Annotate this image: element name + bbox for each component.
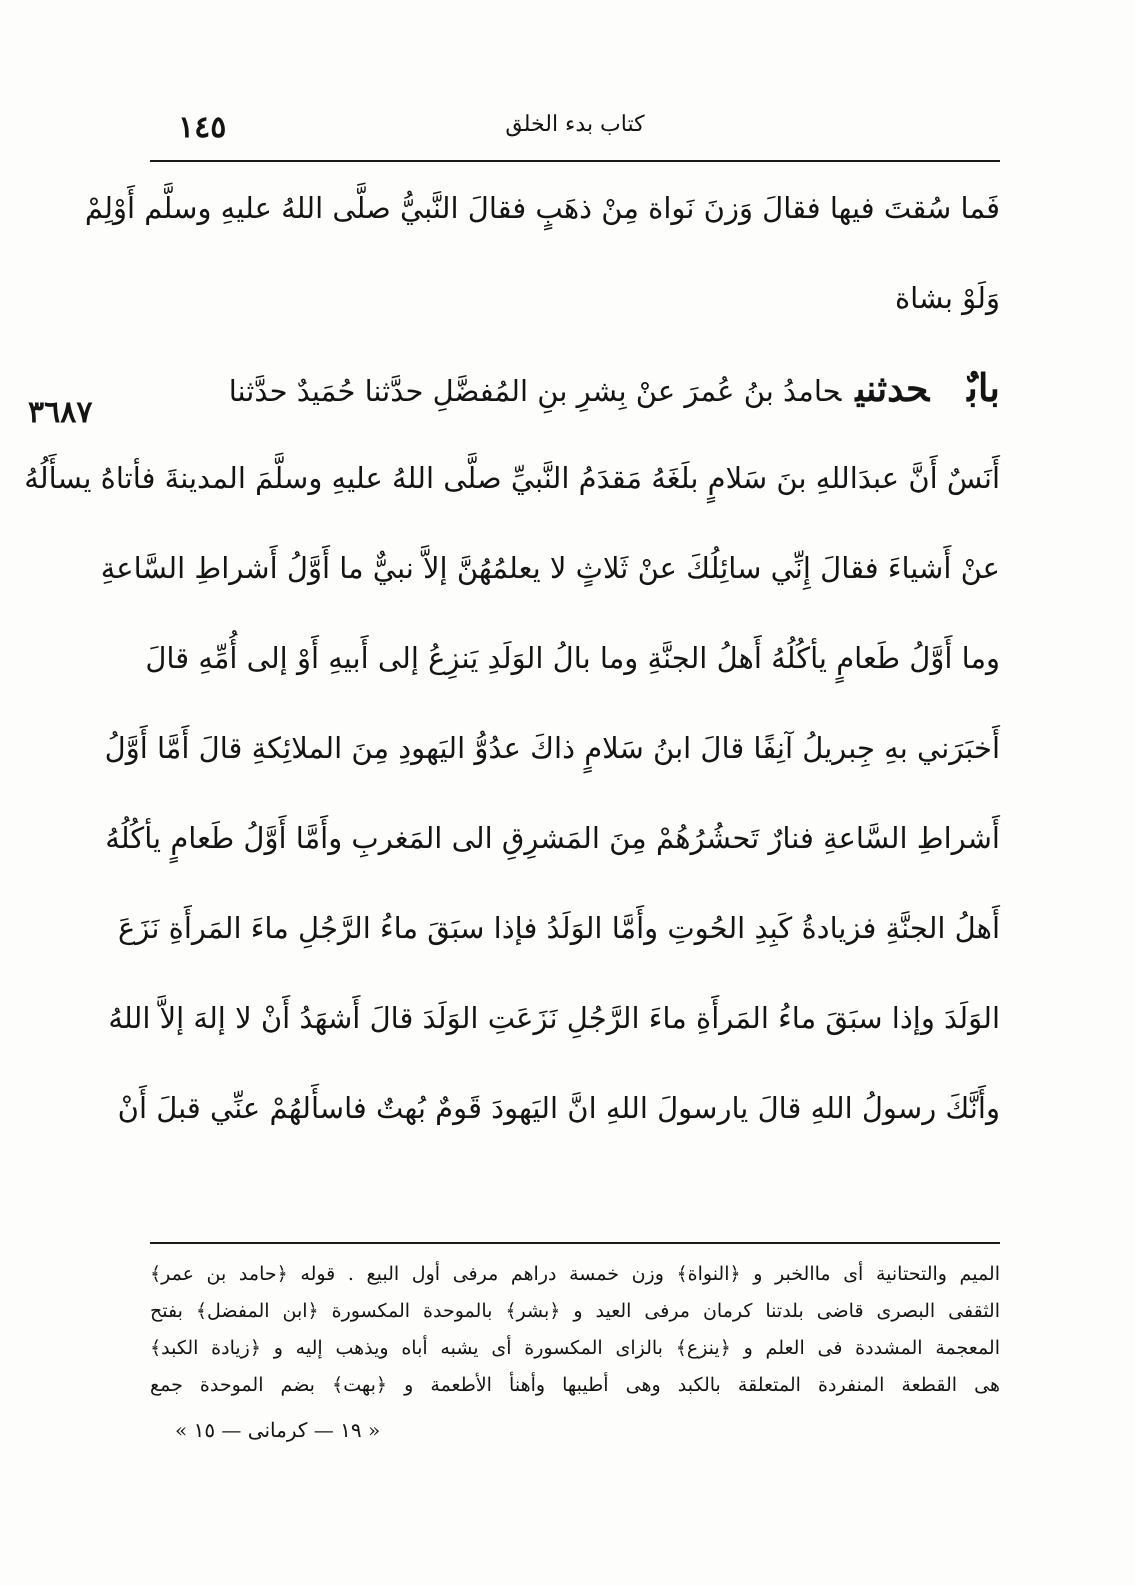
hadith-line: عنْ أَشياءَ فقالَ إِنِّي سائِلُكَ عنْ ثَلاثٍ لا يعلمُهُنَّ إلاَّ نبيٌّ ما أَوَّلُ أَشراطِ السَّاعةِ [100,551,1000,585]
footnote-line: المعجمة المشددة فى العلم و ﴿ينزع﴾ بالزاى المكسورة أى يشبه أباه ويذهب إليه و ﴿زيادة الكبد﴾ [150,1337,1000,1359]
hadith-line: أَشراطِ السَّاعةِ فنارٌ تَحشُرُهُمْ مِنَ المَشرِقِ الى المَغربِ وأَمَّا أَوَّلُ طَعامٍ يأكُلُهُ [105,821,1000,855]
hadith-number: ٣٦٨٧ [28,395,93,430]
hadith-line: أَخبَرَني بهِ جِبريلُ آنِفًا قالَ ابنُ سَلامٍ ذاكَ عدُوُّ اليَهودِ مِنَ الملائِكةِ قالَ أَمَّا أَوَّلُ [104,731,1000,765]
printer-signature: « ١٩ — كرمانى — ١٥ » [175,1418,381,1442]
hadith-line: الوَلَدَ وإذا سبَقَ ماءُ المَرأَةِ ماءَ الرَّجُلِ نَزَعَتِ الوَلَدَ قالَ أَشهَدُ أَنْ لا إلهَ إلاَّ اللهُ [108,1001,1000,1035]
narration-label: حدثني [855,368,930,410]
hadith-line: وأَنَّكَ رسولُ اللهِ قالَ يارسولَ اللهِ انَّ اليَهودَ قَومٌ بُهتٌ فاسأَلهُمْ عنِّي قبلَ أَنْ [117,1091,1000,1125]
chapter-first-line: حامدُ بنُ عُمرَ عنْ بِشرِ بنِ المُفضَّلِ حدَّثنا حُمَيدٌ حدَّثنا [228,374,842,408]
text-line: فَما سُقتَ فيها فقالَ وَزنَ نَواة مِنْ ذهَبٍ فقالَ النَّبيُّ صلَّى اللهُ عليهِ وسلَّم أَوْلِمْ [84,191,1000,225]
chapter-heading-line [150,348,1000,438]
book-title: كتاب بدء الخلق [505,112,645,137]
page-number: ١٤٥ [178,110,227,145]
hadith-line: وما أَوَّلُ طَعامٍ يأكُلُهُ أَهلُ الجنَّةِ وما بالُ الوَلَدِ يَنزِعُ إلى أَبيهِ أَوْ إلى أُمِّهِ قالَ [145,641,1000,675]
footnote-line: الثقفى البصرى قاضى بلدتنا كرمان مرفى العيد و ﴿بشر﴾ بالموحدة المكسورة ﴿ابن المفضل﴾ بفتح [150,1300,1000,1322]
footnotes [150,1256,1000,1404]
footnote-divider [150,1242,1000,1244]
hadith-line: أَنَسٌ أَنَّ عبدَاللهِ بنَ سَلامٍ بلَغَهُ مَقدَمُ النَّبيِّ صلَّى اللهُ عليهِ وسلَّمَ المدينةَ فأتاهُ يسأَلُهُ [24,461,1000,495]
page-header [150,98,1000,162]
chapter-label: بابٌ [967,365,1000,410]
footnote-line: هى القطعة المنفردة المتعلقة بالكبد وهى أطيبها وأهنأ الأطعمة و ﴿بهت﴾ بضم الموحدة جمع [150,1374,1000,1396]
header-divider [150,160,1000,162]
footnote-line: الميم والتحتانية أى ماالخبر و ﴿النواة﴾ وزن خمسة دراهم مرفى أول البيع . قوله ﴿حامد بن عمر﴾ [150,1263,1000,1285]
hadith-line: أَهلُ الجنَّةِ فزيادةُ كَبِدِ الحُوتِ وأَمَّا الوَلَدُ فإذا سبَقَ ماءُ الرَّجُلِ ماءَ المَرأَةِ نَزَعَ [118,911,1000,945]
text-line: وَلَوْ بشاة [894,281,1000,315]
